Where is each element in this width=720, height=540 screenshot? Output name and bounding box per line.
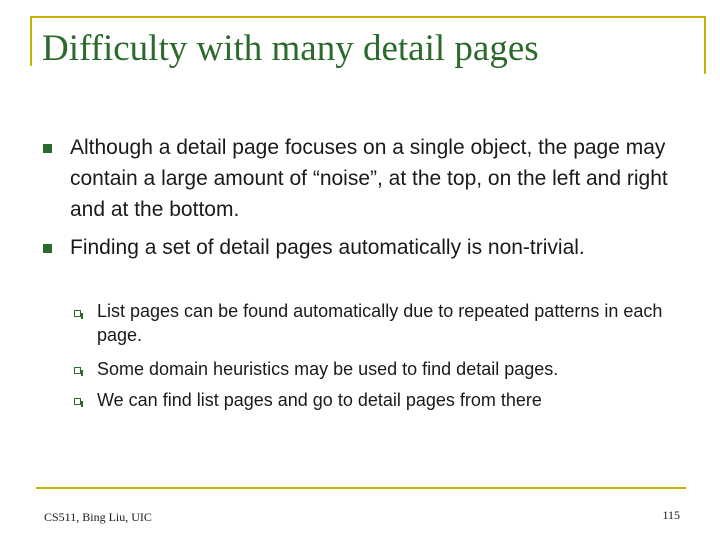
bullet-square-icon xyxy=(43,244,52,253)
sub-bullet-square-icon xyxy=(74,367,81,374)
sub-bullet-square-icon xyxy=(74,398,81,405)
sub-bullet-item: We can find list pages and go to detail pages from there xyxy=(97,390,542,410)
bullet-square-icon xyxy=(43,144,52,153)
slide-title: Difficulty with many detail pages xyxy=(42,28,539,69)
footer-credit: CS511, Bing Liu, UIC xyxy=(44,510,152,524)
bullet-item: Finding a set of detail pages automatically is non-trivial. xyxy=(70,236,585,259)
footer-rule xyxy=(36,487,686,489)
bullet-item: Although a detail page focuses on a single object, the page may contain a large amount of “noise”, at the top, on the left and right and at the bottom. xyxy=(70,136,668,221)
sub-bullet-item: List pages can be found automatically due to repeated patterns in each page. xyxy=(97,301,663,345)
page-number: 115 xyxy=(662,508,680,522)
sub-bullet-square-icon xyxy=(74,310,81,317)
sub-bullet-item: Some domain heuristics may be used to find detail pages. xyxy=(97,359,559,379)
